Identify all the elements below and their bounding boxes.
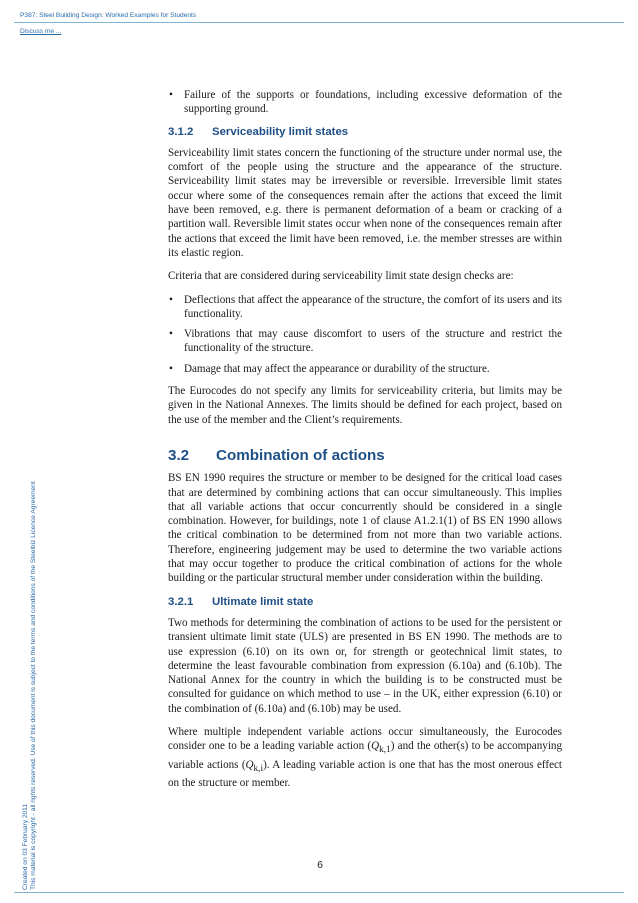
section-heading-3-2 xyxy=(168,446,562,464)
document-title: P387: Steel Building Design: Worked Examples for Students xyxy=(20,12,197,19)
paragraph-sls-definition: Serviceability limit states concern the functioning of the structure under normal use, the comfort of the people using the structure and the appearance of the structure. Serviceability limit states may be irreversible or reversible. Irreversible limit states occur where some of the consequences remain after the actions that exceed the limit have been removed, e.g. there is permanent deformation of a beam or cracking of a partition wall. Reversible limit states occur when none of the consequences remain after the actions that exceed the limit have been removed, i.e. the member stresses are within its elastic region. xyxy=(168,146,562,259)
header-rule xyxy=(14,22,624,23)
paragraph-combination: BS EN 1990 requires the structure or member to be designed for the critical load cases that are determined by combining actions that can occur simultaneously. This implies that all variable actions that occur concurrently should be considered in a single combination. However, for buildings, note 1 of clause A1.2.1(1) of BS EN 1990 allows the critical combination to be determined from not more than two variable actions. Therefore, engineering judgement may be used to determine the two variable actions that may occur together to produce the critical combination of actions for the whole building or the particular structural member under consideration within the building. xyxy=(168,472,562,585)
paragraph-sls-criteria-intro: Criteria that are considered during serviceability limit state design checks are: xyxy=(168,270,514,283)
page-body xyxy=(168,88,562,800)
section-number: 3.1.2 xyxy=(168,125,194,138)
discuss-link[interactable]: Discuss me ... xyxy=(20,28,62,35)
created-date: Created on 03 February 2011 xyxy=(22,803,29,890)
bullet-list-sls-criteria xyxy=(168,293,562,376)
copyright-sidebar xyxy=(22,370,38,890)
section-heading-3-1-2 xyxy=(168,125,562,139)
section-title: Ultimate limit state xyxy=(212,595,314,608)
section-title: Serviceability limit states xyxy=(212,125,349,138)
list-item: • Deflections that affect the appearance of the structure, the comfort of its users and its functionality. xyxy=(168,293,562,322)
q-subscript: k,1 xyxy=(379,745,391,756)
page-number: 6 xyxy=(317,859,323,871)
bullet-list-failure xyxy=(168,88,562,117)
section-number: 3.2 xyxy=(168,446,190,464)
q-symbol: Q xyxy=(245,758,254,771)
section-title: Combination of actions xyxy=(216,446,385,464)
list-item: • Vibrations that may cause discomfort to users of the structure and restrict the functionality of the structure. xyxy=(168,327,562,356)
paragraph-sls-limits: The Eurocodes do not specify any limits for serviceability criteria, but limits may be given in the National Annexes. The limits should be defined for each project, based on the use of the member and the Client’s requirements. xyxy=(168,385,562,426)
section-heading-3-2-1 xyxy=(168,595,562,609)
q-subscript: k,i xyxy=(253,764,264,775)
copyright-notice: This material is copyright - all rights reserved. Use of this document is subject to the terms and conditions of the Steelbiz Licence Agreement xyxy=(30,481,37,890)
list-item: • Damage that may affect the appearance or durability of the structure. xyxy=(168,362,562,376)
footer-rule xyxy=(14,892,624,893)
section-number: 3.2.1 xyxy=(168,595,194,608)
q-symbol: Q xyxy=(371,740,380,753)
list-item: • Failure of the supports or foundations, including excessive deformation of the supporting ground. xyxy=(168,88,562,117)
paragraph-uls-methods: Two methods for determining the combination of actions to be used for the persistent or transient ultimate limit state (ULS) are presented in BS EN 1990. The methods are to use expression (6.10) on its own or, for strength or geotechnical limit states, to determine the least favourable combination from expression (6.10a) and (6.10b). The National Annex for the country in which the building is to be constructed must be consulted for guidance on which method to use – in the UK, either expression (6.10) or the combination of (6.10a) and (6.10b) may be used. xyxy=(168,616,562,715)
paragraph-leading-actions: Where multiple independent variable actions occur simultaneously, the Eurocodes consider one to be a leading variable action $(Q_{k,1})$ and the other(s) to be accompanying variable actions $(Q_{k,i})$. A leading variable action is one that has the most onerous effect on the structure or member. xyxy=(168,725,563,790)
